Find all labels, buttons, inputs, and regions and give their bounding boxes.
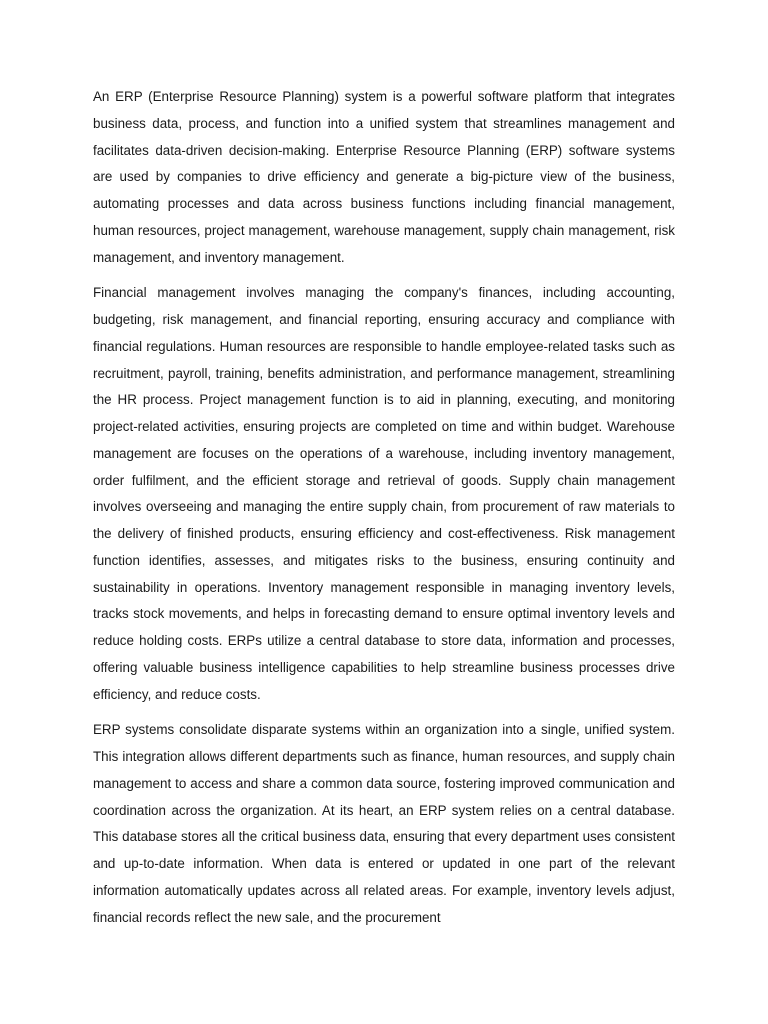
- paragraph-erp-integration: ERP systems consolidate disparate systems within an organization into a single, unified system. This integration allows different departments such as finance, human resources, and supply chain management to access and share a common data source, fostering improved communication and coordination across the organization. At its heart, an ERP system relies on a central database. This database stores all the critical business data, ensuring that every department uses consistent and up-to-date information. When data is entered or updated in one part of the relevant information automatically updates across all related areas. For example, inventory levels adjust, financial records reflect the new sale, and the procurement: [93, 722, 675, 925]
- paragraph-erp-intro: An ERP (Enterprise Resource Planning) system is a powerful software platform that integrates business data, process, and function into a unified system that streamlines management and facilitates data-driven decision-making. Enterprise Resource Planning (ERP) software systems are used by companies to drive efficiency and generate a big-picture view of the business, automating processes and data across business functions including financial management, human resources, project management, warehouse management, supply chain management, risk management, and inventory management.: [93, 89, 675, 265]
- paragraph-erp-functions: Financial management involves managing the company's finances, including accounting, budgeting, risk management, and financial reporting, ensuring accuracy and compliance with financial regulations. Human resources are responsible to handle employee-related tasks such as recruitment, payroll, training, benefits administration, and performance management, streamlining the HR process. Project management function is to aid in planning, executing, and monitoring project-related activities, ensuring projects are completed on time and within budget. Warehouse management are focuses on the operations of a warehouse, including inventory management, order fulfilment, and the efficient storage and retrieval of goods. Supply chain management involves overseeing and managing the entire supply chain, from procurement of raw materials to the delivery of finished products, ensuring efficiency and cost-effectiveness. Risk management function identifies, assesses, and mitigates risks to the business, ensuring continuity and sustainability in operations. Inventory management responsible in managing inventory levels, tracks stock movements, and helps in forecasting demand to ensure optimal inventory levels and reduce holding costs. ERPs utilize a central database to store data, information and processes, offering valuable business intelligence capabilities to help streamline business processes drive efficiency, and reduce costs.: [93, 285, 675, 702]
- document-body: [93, 84, 675, 940]
